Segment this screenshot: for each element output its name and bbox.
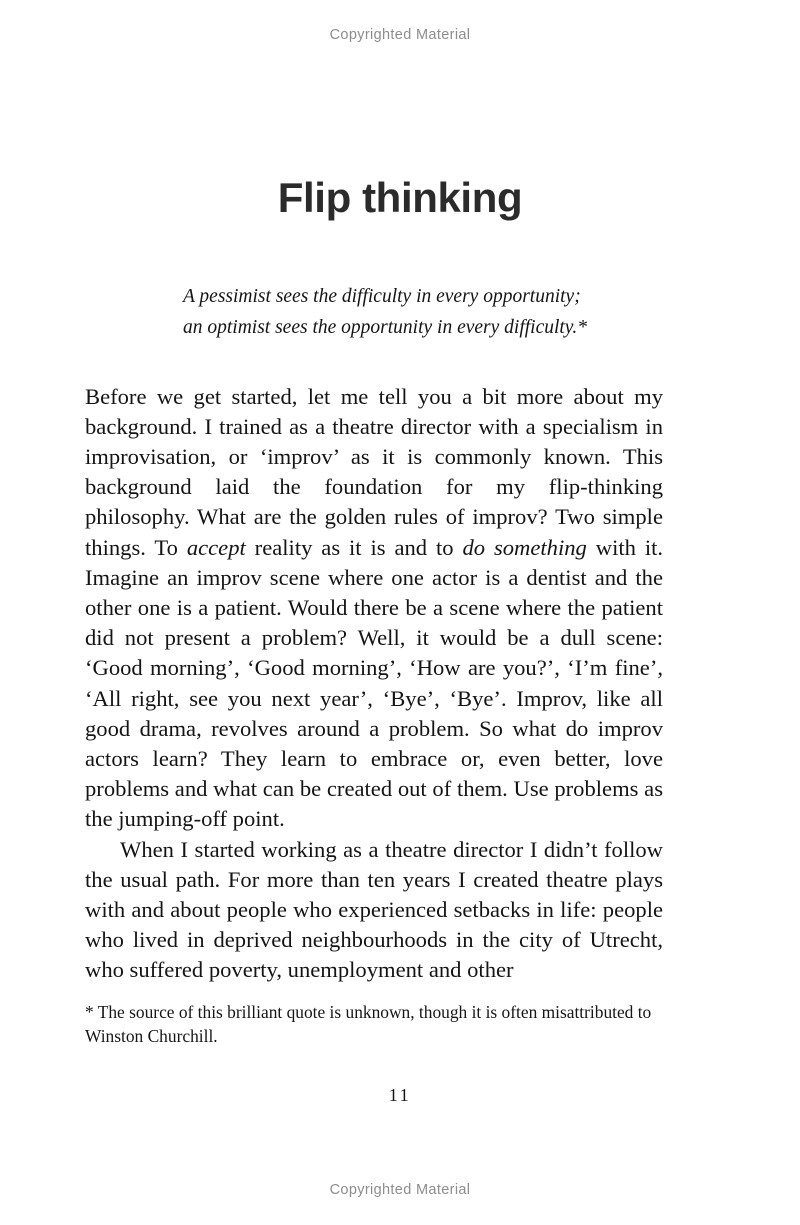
paragraph-1-part-1: Before we get started, let me tell you a bit more about my background. I trained as a theatre director with a specialism in improvisation, or ‘improv’ as it is commonly known. This background laid the foundation for my flip-thinking philosophy. What are the golden rules of improv? Two simple things. To xyxy=(85,383,663,560)
paragraph-1-part-2: reality as it is and to xyxy=(245,534,463,560)
footnote: * The source of this brilliant quote is unknown, though it is often misattributed to Winston Churchill. xyxy=(85,1002,652,1046)
page-title: Flip thinking xyxy=(277,174,523,222)
paragraph-2: When I started working as a theatre director I didn’t follow the usual path. For more than ten years I created theatre plays with and about people who experienced setbacks in life: people who lived in deprived neighbourhoods in the city of Utrecht, who suffered poverty, unemployment and other xyxy=(85,836,663,983)
epigraph-line-2: an optimist sees the opportunity in every difficulty.* xyxy=(183,316,588,338)
copyright-watermark-top: Copyrighted Material xyxy=(329,27,471,43)
epigraph xyxy=(183,282,663,344)
epigraph-line-1: A pessimist sees the difficulty in every opportunity; xyxy=(183,286,581,307)
copyright-watermark-bottom: Copyrighted Material xyxy=(329,1182,471,1198)
page-number: 11 xyxy=(388,1085,412,1105)
text-column xyxy=(85,282,663,986)
paragraph-1-emphasis-accept: accept xyxy=(186,534,246,560)
body-text xyxy=(85,382,663,986)
paragraph-1 xyxy=(85,382,663,835)
paragraph-1-part-3: with it. Imagine an improv scene where one actor is a dentist and the other one is a patient. Would there be a scene where the patient did not present a problem? Well, it would be a dull scene: ‘Good morning’, ‘Good morning’, ‘How are you?’, ‘I’m fine’, ‘All right, see you next year’, ‘Bye’, ‘Bye’. Improv, like all good drama, revolves around a problem. So what do improv actors learn? They learn to embrace or, even better, love problems and what can be created out of them. Use problems as the jumping-off point. xyxy=(85,534,664,832)
paragraph-1-emphasis-do-something: do something xyxy=(462,534,587,560)
